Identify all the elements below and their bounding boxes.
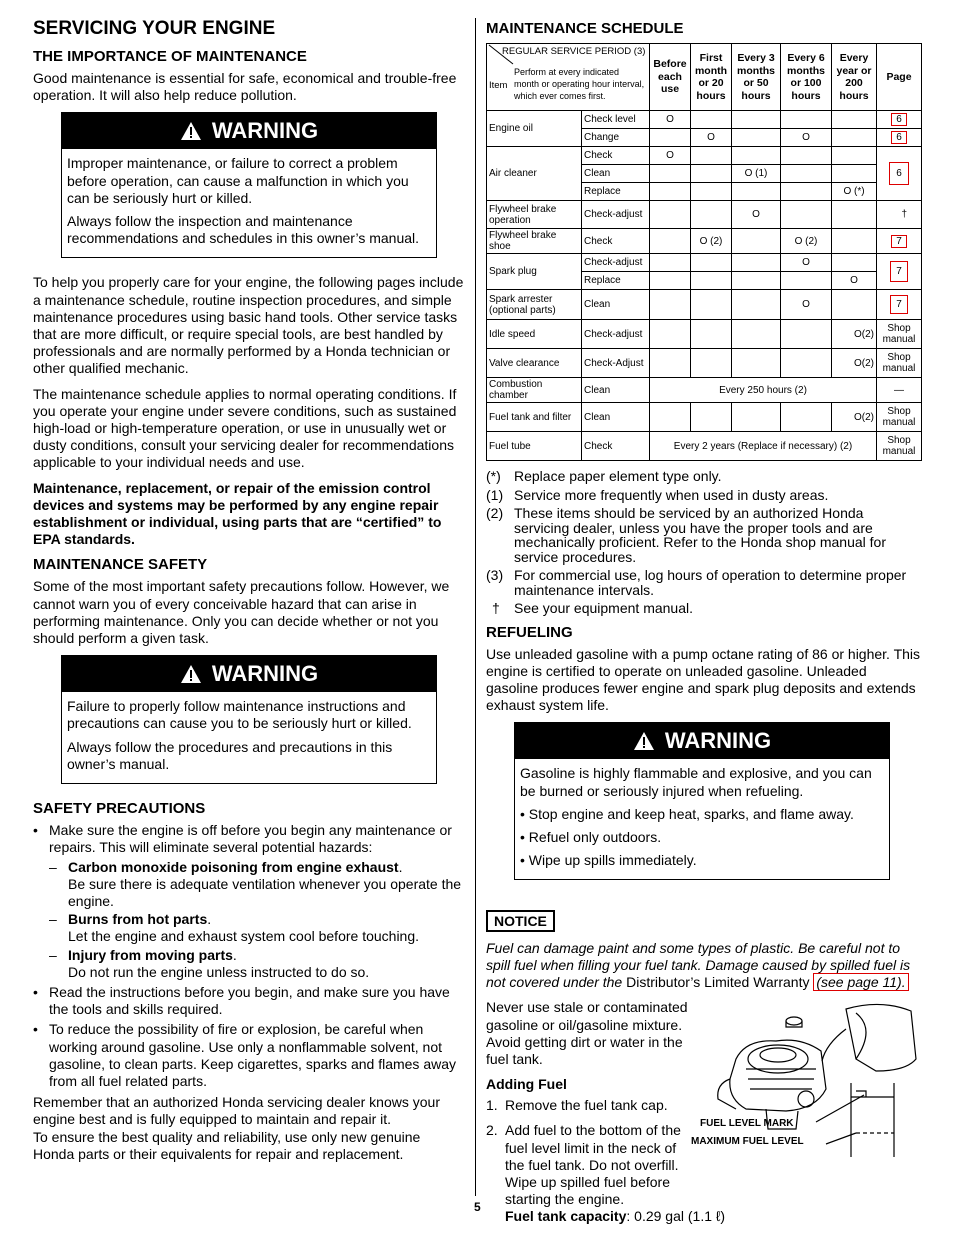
footnote: (2) These items should be serviced by an authorized Honda servicing dealer, unless you have the proper tools and are mechanically proficient. Refer to the Honda shop manual for service procedures.	[486, 505, 886, 565]
help-text: To help you properly care for your engine, the following pages include a maintenance schedule, routine inspection procedures, and simple maintenance procedures using basic hand tools. Other service tasks that are more difficult, or require special tools, are best handled by professionals and are normally performed by a Honda technician or other qualified mechanic.	[33, 274, 464, 377]
table-row: Combustion chamber Clean Every 250 hours (2) —	[487, 378, 922, 403]
warning-triangle-icon	[180, 121, 202, 141]
footnote: † See your equipment manual.	[492, 600, 693, 616]
right-column	[486, 18, 922, 1229]
table-row: Valve clearance Check-Adjust O(2) Shop manual	[487, 349, 922, 378]
heading-importance: THE IMPORTANCE OF MAINTENANCE	[33, 48, 307, 65]
list-item: • Read the instructions before you begin, and make sure you have the tools and skills required.	[33, 983, 450, 1018]
header-period-cell: REGULAR SERVICE PERIOD (3) Item Perform at every indicated month or operating hour interval, which ever comes first.	[487, 44, 650, 111]
warning-triangle-icon	[180, 664, 202, 684]
footnote: (3) For commercial use, log hours of operation to determine proper maintenance intervals.	[486, 567, 907, 598]
maintenance-schedule-table	[486, 43, 922, 461]
heading-precautions: SAFETY PRECAUTIONS	[33, 800, 206, 818]
table-row: Flywheel brake operation Check-adjust O †	[487, 201, 922, 229]
see-page-link[interactable]: (see page 11).	[813, 973, 908, 991]
heading-safety: MAINTENANCE SAFETY	[33, 556, 208, 574]
left-column	[33, 18, 465, 1171]
list-item: • Refuel only outdoors.	[520, 828, 662, 845]
safety-text: Some of the most important safety precautions follow. However, we cannot warn you of every conceivable hazard that can arise in performing maintenance. Only you can decide whether or not you should perform a given task.	[33, 578, 450, 647]
warning-label: WARNING	[211, 118, 319, 144]
table-row: Spark arrester (optional parts) Clean O 7	[487, 290, 922, 320]
refueling-engine-illustration	[691, 999, 921, 1167]
column-divider	[475, 18, 476, 1196]
footnote: (1) Service more frequently when used in dusty areas.	[486, 486, 829, 503]
importance-text: Good maintenance is essential for safe, economical and trouble-free operation. It will also help reduce pollution.	[33, 70, 457, 104]
table-row: Spark plug Check-adjust O 7	[487, 254, 922, 272]
warning-box-maintenance	[61, 112, 437, 258]
page-number: 5	[474, 1200, 481, 1214]
heading-adding-fuel: Adding Fuel	[486, 1076, 567, 1093]
table-header-row: REGULAR SERVICE PERIOD (3) Item Perform at every indicated month or operating hour interval, which ever comes first. Before each use First month or 20 hours Every 3 months or 50 hours Every 6 months or 100 hours Every year or 200 hours Page	[487, 44, 922, 111]
schedule-text: The maintenance schedule applies to normal operating conditions. If you operate your engine under severe conditions, such as sustained high-load or high-temperature operation, or use in unusually wet or dusty conditions, consult your servicing dealer for recommendations applicable to your individual needs and use.	[33, 385, 457, 471]
table-row: Engine oil Check level O 6	[487, 111, 922, 129]
list-item: • Wipe up spills immediately.	[520, 851, 697, 868]
table-row: Idle speed Check-adjust O(2) Shop manual	[487, 320, 922, 349]
warning-box-refuel	[514, 722, 890, 879]
table-row: Replace O (*)	[487, 183, 922, 201]
notice-text: Fuel can damage paint and some types of plastic. Be careful not to spill fuel when filling your fuel tank. Damage caused by spilled fuel is not covered under the Distributor’s Limited Warranty (see page 11).	[486, 939, 911, 991]
emission-text: Maintenance, replacement, or repair of the emission control devices and systems may be performed by any engine repair establishment or individual, using parts that are “certified” to EPA standards.	[33, 479, 442, 548]
warning-triangle-icon	[633, 731, 655, 751]
section-title: SERVICING YOUR ENGINE	[33, 18, 276, 39]
list-item: • Stop engine and keep heat, sparks, and flame away.	[520, 805, 854, 822]
fuel-capacity: Fuel tank capacity: 0.29 gal (1.1 ℓ)	[505, 1208, 726, 1225]
maximum-fuel-level-label: MAXIMUM FUEL LEVEL	[691, 1136, 804, 1148]
refuel-text: Use unleaded gasoline with a pump octane rating of 86 or higher. This engine is certified to operate on unleaded gasoline. Unleaded gasoline produces fewer engine and spark plug deposits and extends exhaust system life.	[486, 645, 921, 714]
stale-fuel-text: Never use stale or contaminated gasoline or oil/gasoline mixture. Avoid getting dirt or water in the fuel tank.	[486, 999, 688, 1067]
table-row: Air cleaner Check O 6	[487, 147, 922, 165]
heading-schedule: MAINTENANCE SCHEDULE	[486, 20, 684, 37]
warning-text: Always follow the procedures and precautions in this owner’s manual.	[67, 738, 393, 772]
list-item: 1. Remove the fuel tank cap.	[486, 1097, 668, 1114]
warning-label: WARNING	[664, 728, 772, 754]
warning-text: Improper maintenance, or failure to correct a problem before operation, can cause a malfunction in which you can be seriously hurt or killed.	[67, 155, 409, 206]
list-item: • Make sure the engine is off before you begin any maintenance or repairs. This will eliminate several potential hazards: – Carbon monoxide poisoning from engine exhaust. Be sure there is adequate ventilation whenever you operate the engine. – Burns from hot parts. Let the engine and exhaust system cool before touching. – Injury from moving parts. Do not run the engine unless instructed to do so.	[33, 822, 462, 980]
heading-refueling: REFUELING	[486, 623, 573, 641]
table-row: Fuel tank and filter Clean O(2) Shop manual	[487, 403, 922, 432]
table-row: Replace O	[487, 272, 922, 290]
warning-header	[515, 723, 889, 759]
precaution-list	[33, 822, 465, 1090]
warning-header	[62, 113, 436, 149]
list-item: 2. Add fuel to the bottom of the fuel level limit in the neck of the fuel tank. Do not overfill. Wipe up spilled fuel before starting the engine.	[486, 1122, 681, 1208]
footnotes	[486, 469, 922, 616]
warning-box-safety	[61, 655, 437, 784]
warning-text: Gasoline is highly flammable and explosive, and you can be burned or seriously injured when refueling.	[520, 765, 872, 799]
notice-label: NOTICE	[486, 910, 555, 932]
table-row: Flywheel brake shoe Check O (2) O (2) 7	[487, 229, 922, 254]
warning-label: WARNING	[211, 661, 319, 687]
table-row: Change O O 6	[487, 129, 922, 147]
warning-header	[62, 656, 436, 692]
warning-text: Always follow the inspection and maintenance recommendations and schedules in this owner’s manual.	[67, 213, 420, 247]
table-row: Clean O (1)	[487, 165, 922, 183]
fuel-level-mark-label: FUEL LEVEL MARK	[700, 1118, 794, 1130]
table-row: Fuel tube Check Every 2 years (Replace if necessary) (2) Shop manual	[487, 432, 922, 461]
footnote: (*) Replace paper element type only.	[486, 468, 722, 484]
warning-text: Failure to properly follow maintenance instructions and precautions can cause you to be seriously hurt or killed.	[67, 698, 412, 732]
quality-text: To ensure the best quality and reliability, use only new genuine Honda parts or their equivalents for repair and replacement.	[33, 1128, 421, 1162]
adding-fuel-steps	[486, 1097, 726, 1225]
remember-text: Remember that an authorized Honda servicing dealer knows your engine best and is fully equipped to maintain and repair it.	[33, 1094, 440, 1128]
list-item: • To reduce the possibility of fire or explosion, be careful when working around gasoline. Use only a nonflammable solvent, not gasoline, to clean parts. Keep cigarettes, sparks and flames away from all fuel related parts.	[33, 1021, 456, 1089]
